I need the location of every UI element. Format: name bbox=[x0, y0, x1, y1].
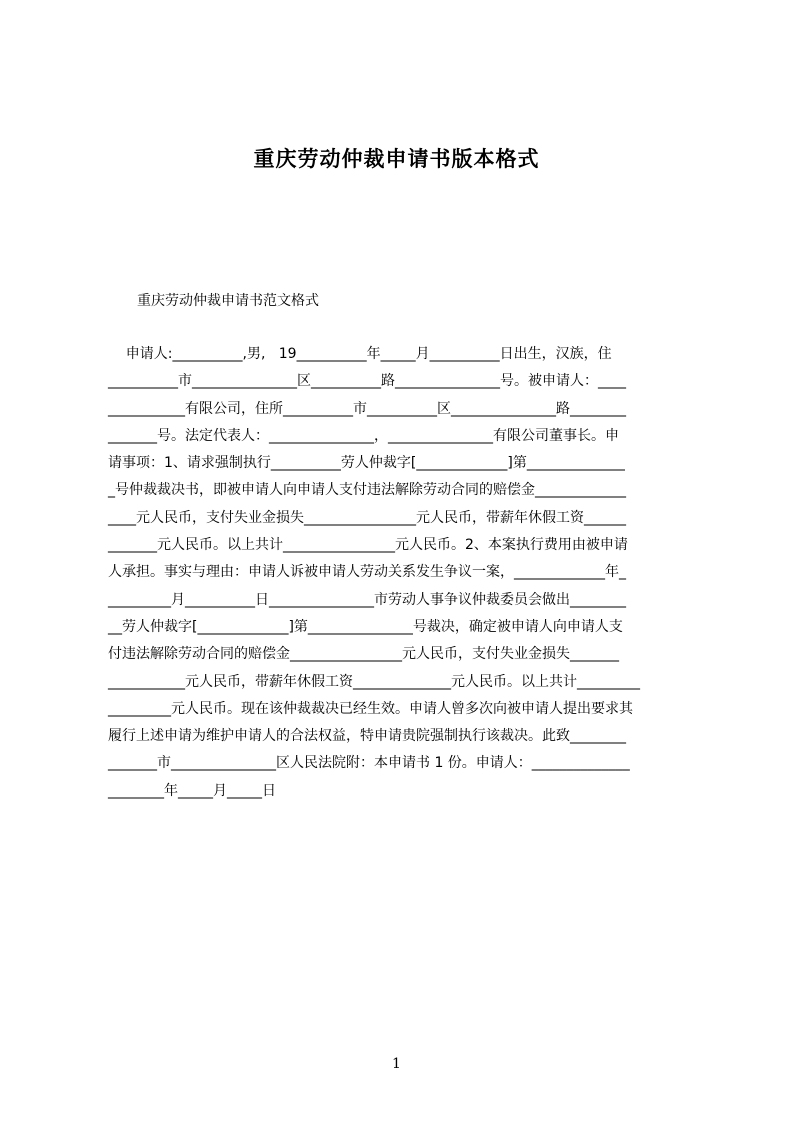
body-line: 请事项：1、请求强制执行__________劳人仲裁字[_____________]第______________ bbox=[108, 455, 625, 472]
page-number: 1 bbox=[392, 1056, 401, 1072]
body-line: 申请人:__________,男, 19__________年_____月__________日出生，汉族，住 bbox=[108, 346, 612, 362]
body-line: ___________有限公司，住所__________市__________区_______________路________ bbox=[108, 400, 626, 417]
body-line: ________年_____月_____日 bbox=[108, 782, 276, 799]
document-body bbox=[108, 341, 698, 805]
body-line: __________市_______________区__________路_______________号。被申请人：____ bbox=[108, 373, 626, 390]
body-line: ___________元人民币，带薪年休假工资______________元人民币。以上共计_________ bbox=[108, 673, 640, 690]
body-line: 人承担。事实与理由：申请人诉被申请人劳动关系发生争议一案，_____________年_ bbox=[108, 564, 626, 581]
body-line: _________元人民币。现在该仲裁裁决已经生效。申请人曾多次向被申请人提出要求其 bbox=[108, 700, 633, 717]
body-line: _______元人民币。以上共计________________元人民币。2、本案执行费用由被申请 bbox=[108, 537, 628, 554]
document-subtitle: 重庆劳动仲裁申请书范文格式 bbox=[137, 293, 319, 309]
body-line: _______号。法定代表人：_______________，_______________有限公司董事长。申 bbox=[108, 427, 619, 444]
body-line: 付违法解除劳动合同的赔偿金________________元人民币，支付失业金损失_______ bbox=[108, 646, 619, 663]
body-line: __劳人仲裁字[_____________]第_______________号裁决，确定被申请人向申请人支 bbox=[108, 618, 623, 635]
body-line: _________月__________日_______________市劳动人事争议仲裁委员会做出________ bbox=[108, 591, 626, 608]
page-title: 重庆劳动仲裁申请书版本格式 bbox=[253, 147, 540, 171]
body-line: _______市_______________区人民法院附：本申请书 1 份。申请人：______________ bbox=[108, 755, 630, 772]
body-line: _号仲裁裁决书，即被申请人向申请人支付违法解除劳动合同的赔偿金_____________ bbox=[108, 482, 626, 499]
body-line: 履行上述申请为维护申请人的合法权益，特申请贵院强制执行该裁决。此致________ bbox=[108, 728, 626, 745]
body-line: ____元人民币，支付失业金损失________________元人民币，带薪年休假工资______ bbox=[108, 509, 626, 526]
